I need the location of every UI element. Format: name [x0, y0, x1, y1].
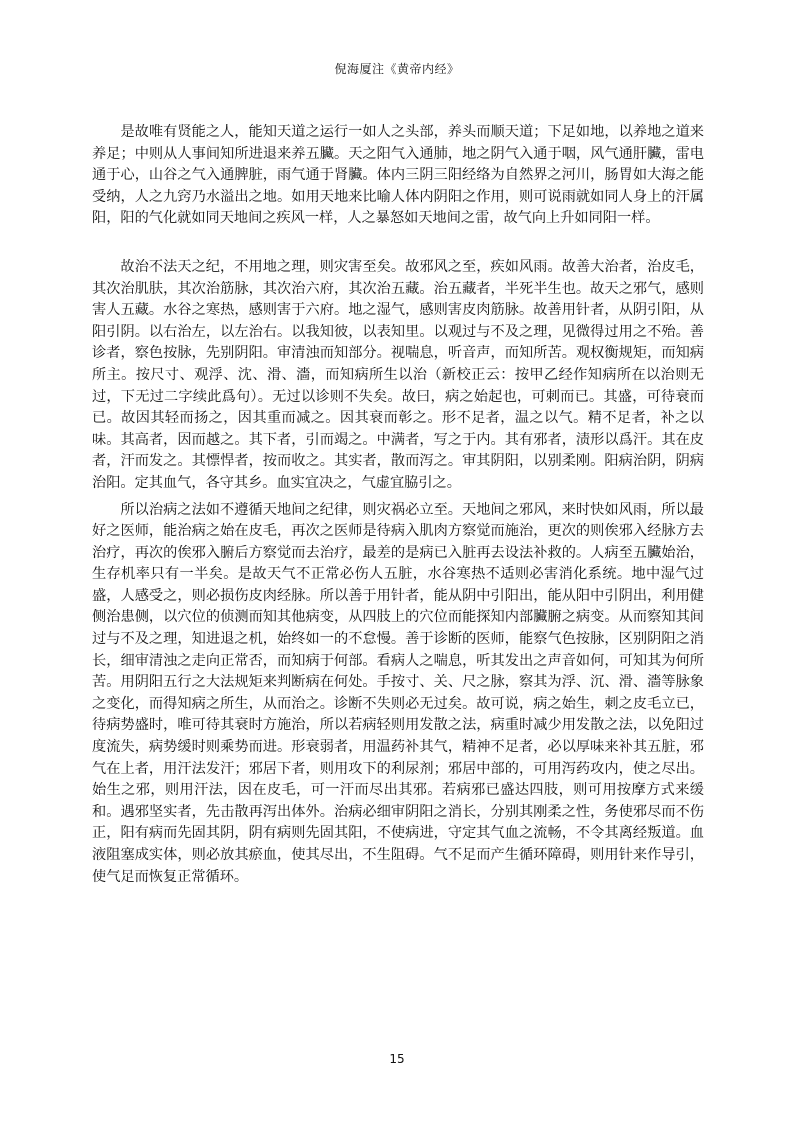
paragraph-2: 故治不法天之纪，不用地之理，则灾害至矣。故邪风之至，疾如风雨。故善大治者，治皮毛，其次治肌肤，其次治筋脉，其次治六府，其次治五藏。治五藏者，半死半生也。故天之邪气，感则害人五藏。水谷之寒热，感则害于六府。地之湿气，感则害皮肉筋脉。故善用针者，从阴引阳，从阳引阴。以右治左，以左治右。以我知彼，以表知里。以观过与不及之理，见微得过用之不殆。善诊者，察色按脉，先别阴阳。审清浊而知部分。视喘息，听音声，而知所苦。观权衡规矩，而知病所主。按尺寸、观浮、沈、滑、濇，而知病所生以治（新校正云：按甲乙经作知病所在以治则无过，下无过二字续此爲句）。无过以诊则不失矣。故曰，病之始起也，可刺而已。其盛，可待衰而已。故因其轻而扬之，因其重而减之。因其衰而彰之。形不足者，温之以气。精不足者，补之以味。其高者，因而越之。其下者，引而竭之。中满者，写之于内。其有邪者，渍形以爲汗。其在皮者，汗而发之。其慓悍者，按而收之。其实者，散而泻之。审其阴阳，以别柔刚。阳病治阴，阴病治阳。定其血气，各守其乡。血实宜决之，气虚宜脇引之。 [92, 258, 704, 491]
document-body [92, 122, 704, 888]
page-number: 15 [389, 1052, 405, 1066]
page-header-title: 倪海厦注《黄帝内经》 [334, 62, 460, 76]
paragraph-3: 所以治病之法如不遵循天地间之纪律，则灾祸必立至。天地间之邪风，来时快如风雨，所以最好之医师，能治病之始在皮毛，再次之医师是待病入肌肉方察觉而施治，更次的则俟邪入经脉方去治疗，再次的俟邪入腑后方察觉而去治疗，最差的是病已入脏再去设法补救的。人病至五臟始治，生存机率只有一半矣。是故天气不正常必伤人五脏，水谷寒热不适则必害消化系统。地中湿气过盛，人感受之，则必损伤皮肉经脉。所以善于用针者，能从阴中引阳出，能从阳中引阴出，利用健侧治患侧，以穴位的侦测而知其他病变，从四肢上的穴位而能探知内部臟腑之病变。从而察知其间过与不及之理，知进退之机，始终如一的不怠慢。善于诊断的医师，能察气色按脉，区别阴阳之消长，细审清浊之走向正常否，而知病于何部。看病人之喘息，听其发出之声音如何，可知其为何所苦。用阴阳五行之大法规矩来判断病在何处。手按寸、关、尺之脉，察其为浮、沉、滑、濇等脉象之变化，而得知病之所生，从而治之。诊断不失则必无过矣。故可说，病之始生，刺之皮毛立已，待病势盛时，唯可待其衰时方施治，所以若病轻则用发散之法，病重时减少用发散之法，以免阳过度流失，病势缓时则乘势而进。形衰弱者，用温药补其气，精神不足者，必以厚味来补其五脏，邪气在上者，用汗法发汗；邪居下者，则用攻下的利尿剂；邪居中部的，可用泻药攻内，使之尽出。始生之邪，则用汗法，因在皮毛，可一汗而尽出其邪。若病邪已盛达四肢，则可用按摩方式来缓和。遇邪坚实者，先击散再泻出体外。治病必细审阴阳之消长，分别其刚柔之性，务使邪尽而不伤正，阳有病而先固其阴，阴有病则先固其阳，不使病进，守定其气血之流畅，不令其离经叛道。血液阻塞成实体，则必放其瘀血，使其尽出，不生阻碍。气不足而产生循环障碍，则用针来作导引，使气足而恢复正常循环。 [92, 501, 704, 885]
paragraph-1: 是故唯有贤能之人，能知天道之运行一如人之头部，养头而顺天道；下足如地，以养地之道来养足；中则从人事间知所进退来养五臟。天之阳气入通肺，地之阴气入通于咽，风气通肝臟，雷电通于心，山谷之气入通脾脏，雨气通于肾臟。体内三阴三阳经络为自然界之河川，肠胃如大海之能受纳，人之九窍乃水溢出之地。如用天地来比喻人体内阴阳之作用，则可说雨就如同人身上的汗属阳，阳的气化就如同天地间之疾风一样，人之暴怒如天地间之雷，故气向上升如同阳一样。 [92, 124, 704, 227]
